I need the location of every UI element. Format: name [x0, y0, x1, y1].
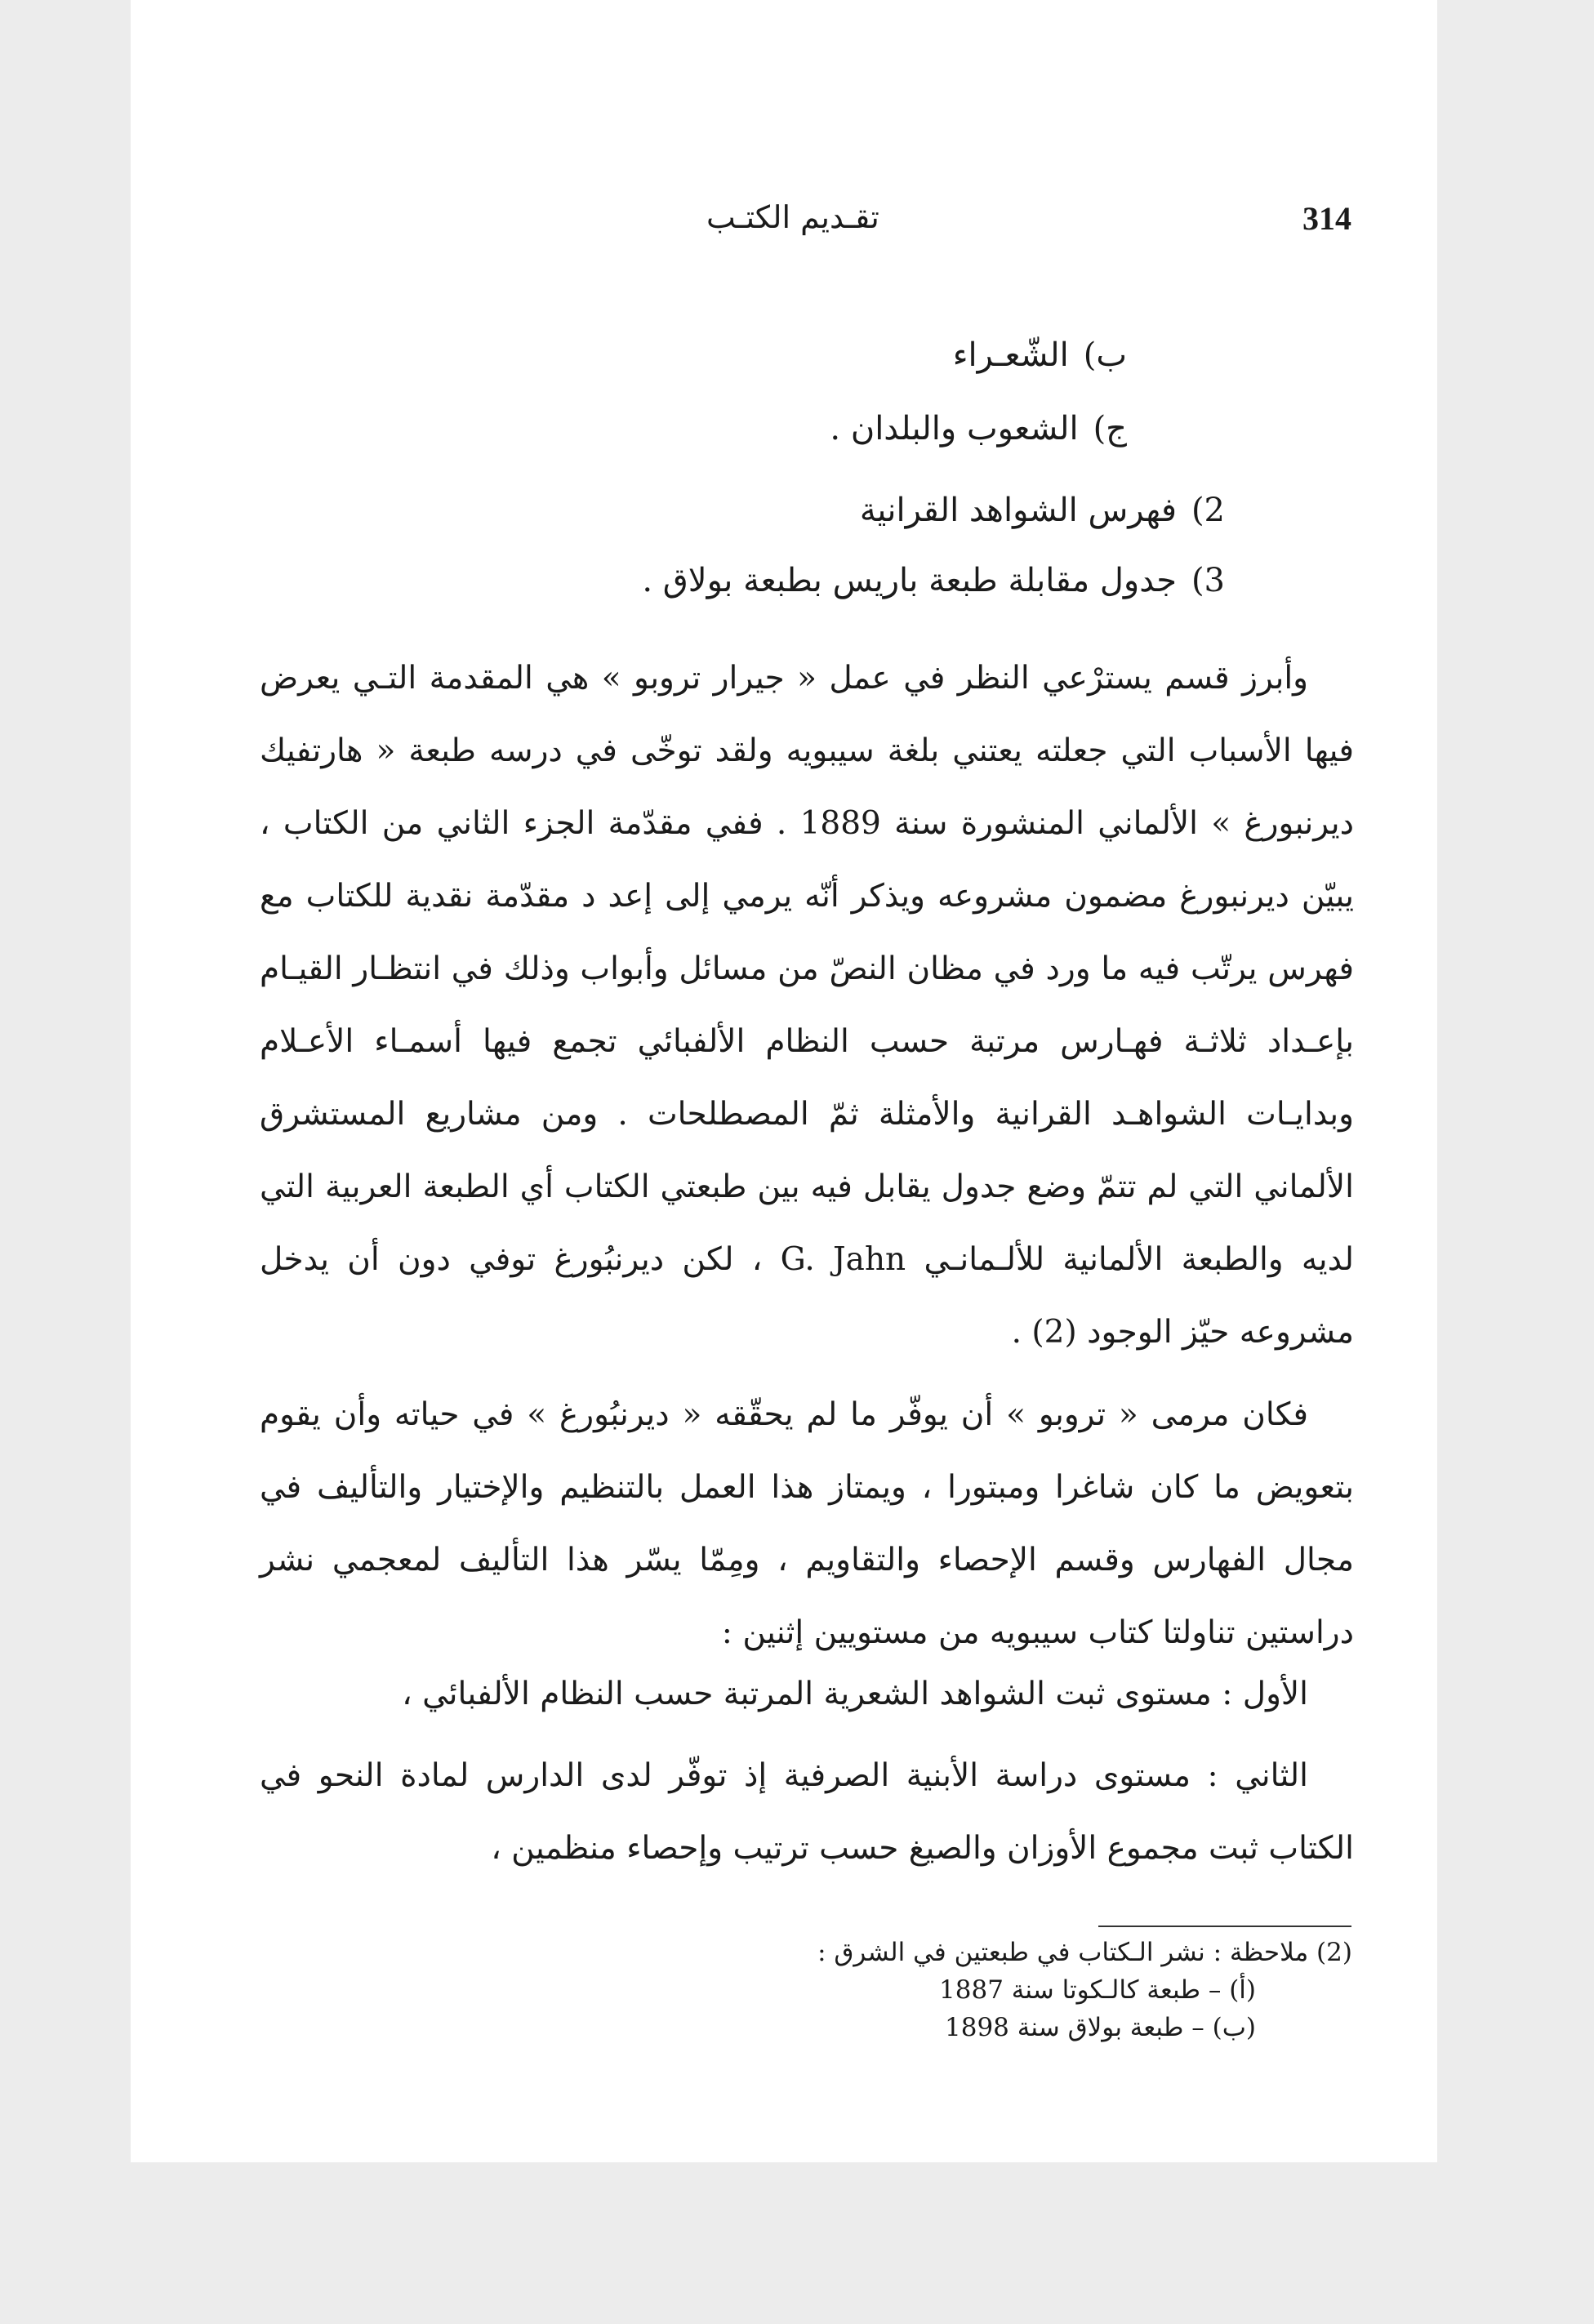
- list-item-2: [860, 492, 1225, 529]
- list-item-b: [953, 336, 1127, 374]
- first-level-item: الأول : مستوى ثبت الشواهد الشعرية المرتبة حسب النظام الألفبائي ،: [402, 1676, 1308, 1712]
- page-number: 314: [1302, 200, 1351, 237]
- footnote-separator: [1098, 1926, 1351, 1927]
- list-marker: 2): [1191, 492, 1225, 529]
- list-text: فهرس الشواهد القرانية: [859, 492, 1177, 529]
- list-text: الشّعـراء: [952, 336, 1069, 374]
- list-text: جدول مقابلة طبعة باريس بطبعة بولاق .: [642, 562, 1177, 599]
- list-marker: 3): [1191, 562, 1225, 599]
- footnote-2: (2) ملاحظة : نشر الـكتاب في طبعتين في الشرق :: [817, 1938, 1352, 1967]
- list-item-3: [642, 562, 1225, 599]
- footnote-item-a: (أ) – طبعة كالـكوتا سنة 1887: [939, 1975, 1256, 2005]
- running-title: تقـديم الكتـب: [706, 199, 879, 235]
- second-level-item: الثاني : مستوى دراسة الأبنية الصرفية إذ توفّر لدى الدارس لمادة النحو في الكتاب ثبت مجموع الأوزان والصيغ حسب ترتيب وإحصاء منظمين ،: [260, 1757, 1354, 1867]
- list-marker: ب): [1083, 336, 1127, 374]
- running-head: [261, 199, 1351, 248]
- list-text: الشعوب والبلدان .: [830, 410, 1079, 447]
- paragraph-trobo-aim: فكان مرمى « تروبو » أن يوفّر ما لم يحقّقه « ديرنبُورغ » في حياته وأن يقوم بتعويض ما كان شاغرا ومبتورا ، ويمتاز هذا العمل بالتنظيم والإختيار والتأليف في مجال الفهارس وقسم الإحصاء والتقاويم ، ومِمّا يسّر هذا التأليف لمعجمي نشر دراستين تناولتا كتاب سيبويه من مستويين إثنين :: [260, 1396, 1354, 1651]
- list-marker: ج): [1093, 410, 1127, 447]
- footnotes: [621, 1934, 1352, 2046]
- footnote-item-b: (ب) – طبعة بولاق سنة 1898: [945, 2013, 1256, 2042]
- list-item-j: [830, 410, 1127, 447]
- body-text: [260, 642, 1354, 1669]
- paragraph-trobo-introduction: وأبرز قسم يسترْعي النظر في عمل « جيرار تروبو » هي المقدمة التـي يعرض فيها الأسباب التي جعلته يعتني بلغة سيبويه ولقد توخّى في درسه طبعة « هارتفيك ديرنبورغ » الألماني المنشورة سنة 1889 . ففي مقدّمة الجزء الثاني من الكتاب ، يبيّن ديرنبورغ مضمون مشروعه ويذكر أنّه يرمي إلى إعد د مقدّمة نقدية للكتاب مع فهرس يرتّب فيه ما ورد في مظان النصّ من مسائل وأبواب وذلك في انتظـار القيـام بإعـداد ثلاثـة فهـارس مرتبة حسب النظام الألفبائي تجمع فيها أسمـاء الأعـلام وبدايـات الشواهـد القرانية والأمثلة ثمّ المصطلحات . ومن مشاريع المستشرق الألماني التي لم تتمّ وضع جدول يقابل فيه بين طبعتي الكتاب أي الطبعة العربية التي لديه والطبعة الألمانية للألـمانـي G. Jahn ، لكن ديرنبُورغ توفي دون أن يدخل مشروعه حيّز الوجود (2) .: [260, 660, 1355, 1351]
